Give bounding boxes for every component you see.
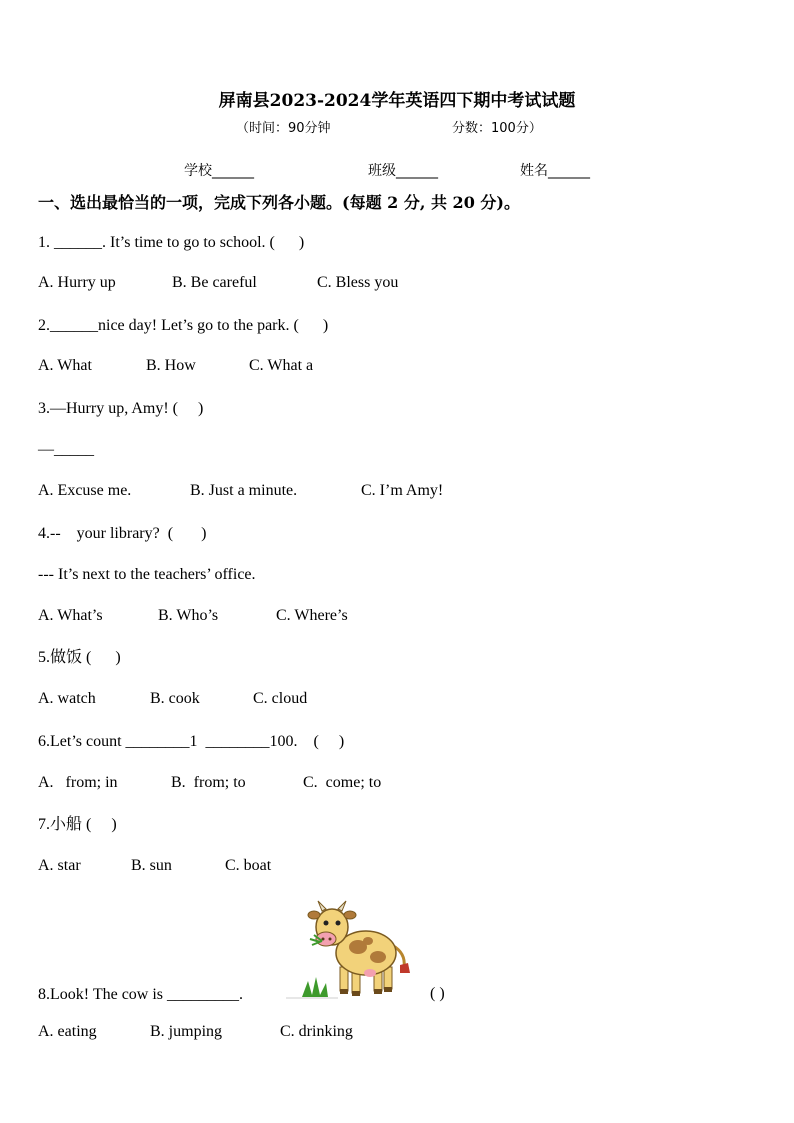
question-8-answer-paren: ( ): [430, 985, 445, 1002]
question-8-option-b: B. jumping: [150, 1023, 223, 1040]
question-1-option-c: C. Bless you: [317, 274, 399, 291]
section-heading: 一、选出最恰当的一项，完成下列各小题。(每题 2 分, 共 20 分)。: [38, 193, 520, 212]
question-6-option-c: C. come; to: [303, 774, 382, 791]
question-4-option-a: A. What’s: [38, 607, 103, 624]
question-1-stem: 1. ______. It’s time to go to school. ( ): [38, 234, 305, 251]
cow-eating-grass-icon: [282, 895, 422, 1003]
question-3-stem: 3.—Hurry up, Amy! ( ): [38, 400, 204, 417]
question-5-option-a: A. watch: [38, 690, 96, 707]
question-1-option-b: B. Be careful: [172, 274, 257, 291]
question-3-option-b: B. Just a minute.: [190, 482, 298, 499]
question-2-option-b: B. How: [146, 357, 196, 374]
question-2-option-a: A. What: [38, 357, 92, 374]
question-7-stem: 7.小船 ( ): [38, 816, 117, 833]
question-2-stem: 2.______nice day! Let’s go to the park. ( ): [38, 317, 329, 334]
question-7-option-a: A. star: [38, 857, 81, 874]
question-7-option-b: B. sun: [131, 857, 172, 874]
question-7-option-c: C. boat: [225, 857, 272, 874]
school-field: 学校______: [184, 163, 254, 179]
class-field: 班级______: [368, 163, 438, 179]
question-5-option-c: C. cloud: [253, 690, 308, 707]
exam-time: （时间：90分钟: [236, 121, 331, 136]
question-6-stem: 6.Let’s count ________1 ________100. ( ): [38, 733, 345, 750]
exam-score: 分数：100分）: [452, 121, 542, 136]
question-5-option-b: B. cook: [150, 690, 200, 707]
question-3-option-c: C. I’m Amy!: [361, 482, 444, 499]
question-5-stem: 5.做饭 ( ): [38, 649, 121, 666]
question-4-answer-line: --- It’s next to the teachers’ office.: [38, 566, 256, 583]
question-1-option-a: A. Hurry up: [38, 274, 116, 291]
question-6-option-a: A. from; in: [38, 774, 118, 791]
question-8-option-c: C. drinking: [280, 1023, 353, 1040]
page-title: 屏南县2023-2024学年英语四下期中考试试题: [218, 91, 576, 111]
question-8-stem: 8.Look! The cow is _________.: [38, 986, 244, 1003]
question-6-option-b: B. from; to: [171, 774, 246, 791]
name-field: 姓名______: [520, 163, 590, 179]
question-4-option-c: C. Where’s: [276, 607, 348, 624]
question-8-option-a: A. eating: [38, 1023, 97, 1040]
question-2-option-c: C. What a: [249, 357, 314, 374]
question-4-option-b: B. Who’s: [158, 607, 219, 624]
question-3-answer-line: —_____: [38, 441, 94, 458]
question-4-stem: 4.-- your library? ( ): [38, 525, 207, 542]
question-3-option-a: A. Excuse me.: [38, 482, 132, 499]
